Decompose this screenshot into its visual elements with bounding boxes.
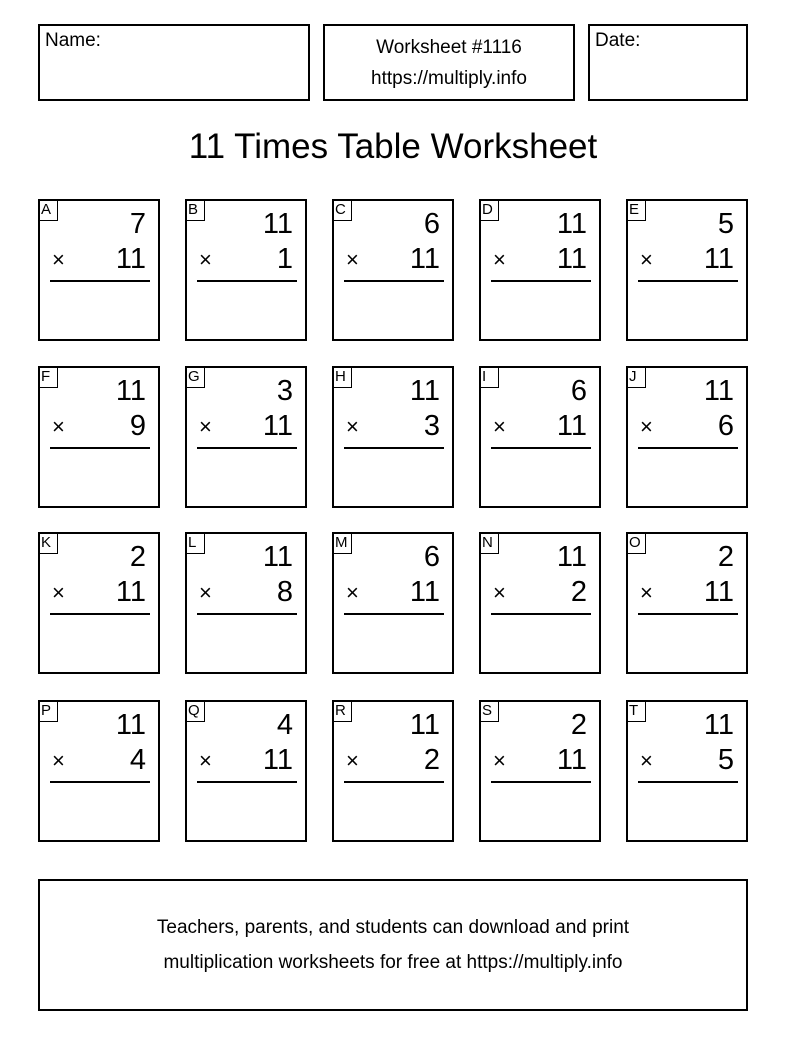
answer-line [50, 613, 150, 615]
multiplicand: 6 [423, 208, 440, 240]
problem-letter: C [332, 199, 352, 221]
times-sign: × [199, 580, 212, 605]
footer-line-1: Teachers, parents, and students can download and print [156, 917, 630, 938]
problem-card[interactable] [185, 532, 307, 674]
problem-card[interactable] [626, 366, 748, 508]
answer-line [344, 781, 444, 783]
multiplier: 11 [409, 576, 440, 608]
problem-card[interactable] [479, 700, 601, 842]
problem-card[interactable] [479, 366, 601, 508]
times-sign: × [493, 580, 506, 605]
date-label: Date: [595, 30, 641, 51]
problem-card[interactable] [38, 199, 160, 341]
times-sign: × [640, 414, 653, 439]
problem-letter: H [332, 366, 352, 388]
worksheet-number: Worksheet #1116 [376, 37, 522, 58]
times-sign: × [493, 414, 506, 439]
problem-letter: D [479, 199, 499, 221]
footer-line-2: multiplication worksheets for free at https://multiply.info [163, 952, 623, 973]
problem-letter: I [479, 366, 499, 388]
footer-box [38, 879, 748, 1011]
multiplicand: 4 [276, 709, 293, 741]
multiplier: 11 [556, 243, 587, 275]
times-sign: × [346, 414, 359, 439]
problem-letter: F [38, 366, 58, 388]
times-sign: × [640, 247, 653, 272]
problem-letter: E [626, 199, 646, 221]
name-label: Name: [45, 30, 101, 51]
times-sign: × [346, 748, 359, 773]
problem-letter: K [38, 532, 58, 554]
date-box[interactable] [588, 24, 748, 101]
name-box[interactable] [38, 24, 310, 101]
multiplicand: 11 [115, 375, 146, 407]
answer-line [50, 781, 150, 783]
problem-card[interactable] [626, 199, 748, 341]
problem-card[interactable] [479, 199, 601, 341]
multiplicand: 11 [556, 208, 587, 240]
answer-line [638, 613, 738, 615]
times-sign: × [346, 247, 359, 272]
multiplier: 5 [717, 744, 734, 776]
answer-line [491, 781, 591, 783]
multiplier: 4 [129, 744, 146, 776]
answer-line [638, 280, 738, 282]
times-sign: × [346, 580, 359, 605]
multiplicand: 11 [703, 709, 734, 741]
times-sign: × [199, 748, 212, 773]
worksheet-url: https://multiply.info [371, 68, 527, 89]
multiplier: 9 [129, 410, 146, 442]
multiplicand: 2 [129, 541, 146, 573]
multiplicand: 11 [703, 375, 734, 407]
problem-letter: P [38, 700, 58, 722]
answer-line [197, 781, 297, 783]
answer-line [344, 280, 444, 282]
problem-card[interactable] [332, 199, 454, 341]
problem-letter: M [332, 532, 352, 554]
answer-line [50, 280, 150, 282]
problem-card[interactable] [38, 700, 160, 842]
multiplicand: 11 [409, 709, 440, 741]
times-sign: × [52, 580, 65, 605]
multiplier: 1 [276, 243, 293, 275]
problem-card[interactable] [332, 366, 454, 508]
multiplier: 3 [423, 410, 440, 442]
multiplier: 11 [262, 410, 293, 442]
multiplier: 8 [276, 576, 293, 608]
answer-line [491, 447, 591, 449]
multiplicand: 11 [262, 541, 293, 573]
multiplicand: 11 [556, 541, 587, 573]
worksheet-info-box [323, 24, 575, 101]
problem-letter: B [185, 199, 205, 221]
times-sign: × [493, 247, 506, 272]
answer-line [344, 613, 444, 615]
answer-line [638, 447, 738, 449]
answer-line [197, 447, 297, 449]
multiplier: 11 [409, 243, 440, 275]
times-sign: × [493, 748, 506, 773]
times-sign: × [52, 748, 65, 773]
multiplier: 11 [703, 243, 734, 275]
problem-letter: L [185, 532, 205, 554]
problem-letter: J [626, 366, 646, 388]
problem-card[interactable] [332, 532, 454, 674]
multiplier: 2 [423, 744, 440, 776]
multiplier: 2 [570, 576, 587, 608]
times-sign: × [199, 414, 212, 439]
multiplier: 11 [703, 576, 734, 608]
multiplicand: 5 [717, 208, 734, 240]
multiplicand: 7 [129, 208, 146, 240]
times-sign: × [640, 748, 653, 773]
problem-card[interactable] [185, 199, 307, 341]
problem-card[interactable] [185, 366, 307, 508]
answer-line [491, 613, 591, 615]
multiplier: 11 [556, 744, 587, 776]
answer-line [197, 280, 297, 282]
multiplier: 11 [556, 410, 587, 442]
multiplicand: 11 [115, 709, 146, 741]
problem-letter: R [332, 700, 352, 722]
problem-card[interactable] [626, 700, 748, 842]
times-sign: × [52, 414, 65, 439]
problem-card[interactable] [185, 700, 307, 842]
multiplicand: 2 [570, 709, 587, 741]
multiplicand: 6 [570, 375, 587, 407]
multiplier: 11 [262, 744, 293, 776]
problem-letter: O [626, 532, 646, 554]
answer-line [344, 447, 444, 449]
problem-card[interactable] [38, 532, 160, 674]
problem-letter: S [479, 700, 499, 722]
multiplicand: 3 [276, 375, 293, 407]
multiplicand: 11 [409, 375, 440, 407]
multiplicand: 11 [262, 208, 293, 240]
multiplier: 11 [115, 243, 146, 275]
times-sign: × [199, 247, 212, 272]
problem-letter: A [38, 199, 58, 221]
answer-line [50, 447, 150, 449]
problem-card[interactable] [38, 366, 160, 508]
times-sign: × [640, 580, 653, 605]
problem-letter: Q [185, 700, 205, 722]
answer-line [638, 781, 738, 783]
multiplicand: 2 [717, 541, 734, 573]
problem-card[interactable] [479, 532, 601, 674]
problem-letter: T [626, 700, 646, 722]
problem-letter: G [185, 366, 205, 388]
problem-card[interactable] [332, 700, 454, 842]
answer-line [491, 280, 591, 282]
multiplier: 6 [717, 410, 734, 442]
multiplier: 11 [115, 576, 146, 608]
answer-line [197, 613, 297, 615]
problem-card[interactable] [626, 532, 748, 674]
times-sign: × [52, 247, 65, 272]
problem-letter: N [479, 532, 499, 554]
multiplicand: 6 [423, 541, 440, 573]
worksheet-title: 11 Times Table Worksheet [188, 127, 598, 166]
